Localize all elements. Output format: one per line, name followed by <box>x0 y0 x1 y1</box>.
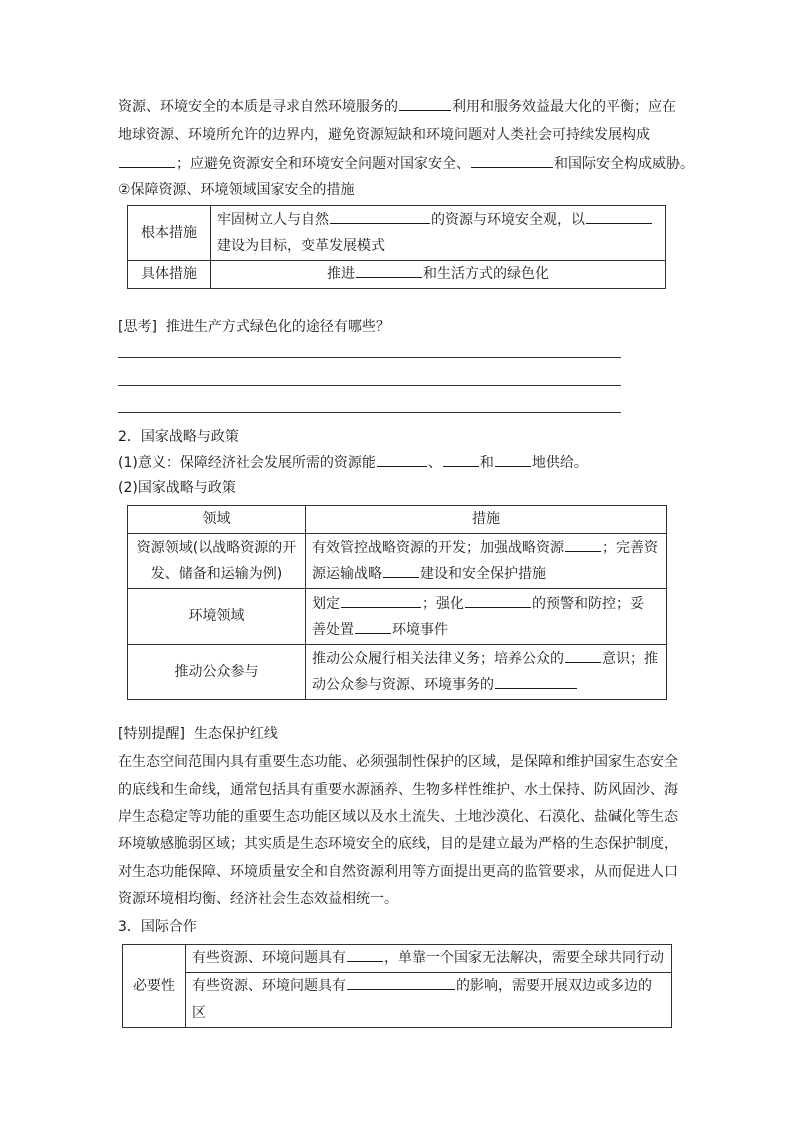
section-2-subheading: (2)国家战略与政策 <box>118 480 236 496</box>
blank <box>443 452 479 467</box>
answer-line <box>118 357 621 358</box>
policy-label-public: 推动公众参与 <box>128 645 306 700</box>
policy-environment-cell: 划定 ；强化 的预警和防控；妥 善处置 环境事件 <box>306 589 667 645</box>
answer-line <box>118 385 621 386</box>
policy-public-cell: 推动公众履行相关法律义务；培养公众的 意识；推 动公众参与资源、环境事务的 <box>306 645 667 700</box>
measures-table <box>127 205 666 289</box>
cooperation-label: 必要性 <box>123 945 186 1028</box>
measures-fundamental-cell: 牢固树立人与自然 的资源与环境安全观，以 建设为目标，变革发展模式 <box>211 206 666 261</box>
intro-line-3: ；应避免资源安全和环境安全问题对国家安全、 和国际安全构成威胁。 <box>118 153 694 174</box>
blank <box>471 153 553 168</box>
tip-tag: [特别提醒] <box>118 726 185 742</box>
blank <box>377 452 427 467</box>
blank <box>356 263 422 278</box>
answer-line <box>118 412 621 413</box>
policy-label-resource: 资源领域(以战略资源的开 发、储备和运输为例) <box>128 534 306 589</box>
measures-label-fundamental: 根本措施 <box>128 206 211 261</box>
blank <box>495 674 577 689</box>
measures-specific-cell: 推进 和生活方式的绿色化 <box>211 261 666 289</box>
tip-line: 对生态功能保障、环境质量安全和自然资源利用等方面提出更高的监管要求，从而促进人口 <box>118 864 678 880</box>
blank <box>383 563 419 578</box>
cooperation-row-1: 有些资源、环境问题具有 ，单靠一个国家无法解决，需要全球共同行动 <box>186 945 672 973</box>
section-2-meaning: (1)意义：保障经济社会发展所需的资源能 、 和 地供给。 <box>118 452 588 473</box>
tip-line: 环境敏感脆弱区域；其实质是生态环境安全的底线，目的是建立最为严格的生态保护制度， <box>118 836 678 852</box>
policy-label-environment: 环境领域 <box>128 589 306 645</box>
sub-heading: ②保障资源、环境领域国家安全的措施 <box>118 182 355 198</box>
blank <box>347 975 455 990</box>
section-3-title: 3．国际合作 <box>118 919 197 935</box>
blank <box>565 537 601 552</box>
think-question: [思考] 推进生产方式绿色化的途径有哪些？ <box>118 319 390 335</box>
intro-line-1: 资源、环境安全的本质是寻求自然环境服务的 利用和服务效益最大化的平衡；应在 <box>118 96 676 117</box>
policy-header-measures: 措施 <box>306 506 667 534</box>
blank <box>347 947 383 962</box>
policy-header-field: 领域 <box>128 506 306 534</box>
think-tag: [思考] <box>118 319 157 335</box>
tip-heading: [特别提醒] 生态保护红线 <box>118 726 278 742</box>
blank <box>355 619 391 634</box>
blank <box>119 153 175 168</box>
tip-line: 岸生态稳定等功能的重要生态功能区域以及水土流失、土地沙漠化、石漠化、盐碱化等生态 <box>118 809 678 825</box>
blank <box>586 209 652 224</box>
section-2-title: 2．国家战略与政策 <box>118 429 239 445</box>
policy-table <box>127 505 667 700</box>
blank <box>565 648 601 663</box>
blank <box>495 452 531 467</box>
cooperation-row-2: 有些资源、环境问题具有 的影响，需要开展双边或多边的区 <box>186 973 672 1028</box>
blank <box>399 96 451 111</box>
tip-line: 资源环境相均衡、经济社会生态效益相统一。 <box>118 891 398 907</box>
tip-line: 在生态空间范围内具有重要生态功能、必须强制性保护的区域，是保障和维护国家生态安全 <box>118 754 678 770</box>
blank <box>330 209 430 224</box>
blank <box>465 593 531 608</box>
intro-line-2: 地球资源、环境所允许的边界内，避免资源短缺和环境问题对人类社会可持续发展构成 <box>118 127 650 143</box>
tip-line: 的底线和生命线，通常包括具有重要水源涵养、生物多样性维护、水土保持、防风固沙、海 <box>118 782 678 798</box>
blank <box>341 593 421 608</box>
cooperation-table <box>122 944 672 1028</box>
measures-label-specific: 具体措施 <box>128 261 211 289</box>
policy-resource-cell: 有效管控战略资源的开发；加强战略资源 ；完善资 源运输战略 建设和安全保护措施 <box>306 534 667 589</box>
